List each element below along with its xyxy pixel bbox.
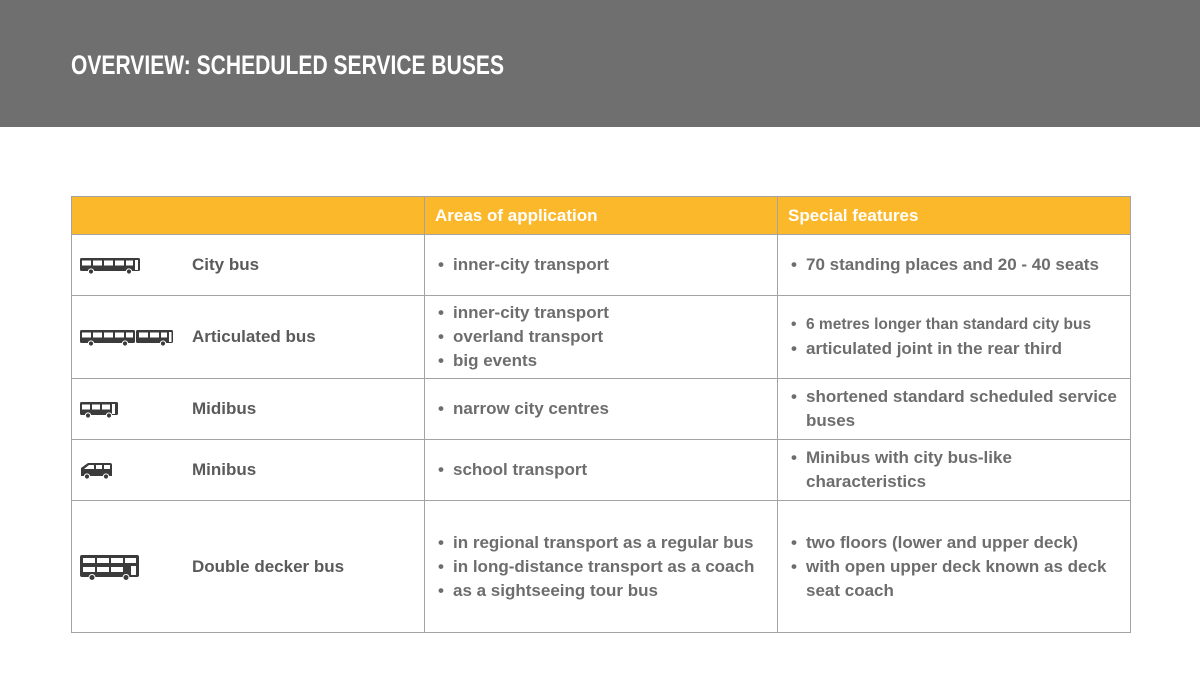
features-cell <box>778 379 1131 440</box>
city-bus-icon <box>79 255 141 275</box>
page-title: OVERVIEW: SCHEDULED SERVICE BUSES <box>71 50 504 80</box>
feature-item: • two floors (lower and upper deck) <box>791 531 1120 555</box>
midibus-icon <box>79 399 119 419</box>
areas-cell <box>425 235 778 296</box>
feature-item: • articulated joint in the rear third <box>791 337 1120 361</box>
area-item: • overland transport <box>438 325 767 349</box>
feature-item: • Minibus with city bus-like characteristics <box>791 446 1120 494</box>
areas-cell <box>425 379 778 440</box>
features-cell <box>778 440 1131 501</box>
bus-type-label: Midibus <box>192 399 257 418</box>
header-bar <box>0 0 1200 127</box>
table-row-double-decker-bus <box>72 501 1131 633</box>
area-item: • school transport <box>438 458 767 482</box>
bus-type-cell <box>72 501 425 633</box>
areas-cell <box>425 296 778 379</box>
table-row-midibus <box>72 379 1131 440</box>
bus-type-cell <box>72 296 425 379</box>
features-cell <box>778 235 1131 296</box>
bus-overview-table <box>71 196 1131 633</box>
area-item: • inner-city transport <box>438 301 767 325</box>
bus-type-cell <box>72 379 425 440</box>
bus-type-label: Minibus <box>192 460 257 479</box>
column-header-features: Special features <box>778 197 1131 235</box>
area-item: • in long-distance transport as a coach <box>438 555 767 579</box>
bus-type-label: Double decker bus <box>192 556 345 576</box>
bus-type-cell <box>72 235 425 296</box>
feature-item: • 70 standing places and 20 - 40 seats <box>791 253 1120 277</box>
feature-item: • shortened standard scheduled service buses <box>791 385 1120 433</box>
areas-cell <box>425 440 778 501</box>
features-cell <box>778 501 1131 633</box>
features-cell <box>778 296 1131 379</box>
feature-item: • 6 metres longer than standard city bus <box>791 313 1120 337</box>
table-row-city-bus <box>72 235 1131 296</box>
areas-cell <box>425 501 778 633</box>
area-item: • as a sightseeing tour bus <box>438 579 767 603</box>
area-item: • big events <box>438 349 767 373</box>
area-item: • narrow city centres <box>438 397 767 421</box>
area-item: • in regional transport as a regular bus <box>438 531 767 555</box>
table-row-minibus <box>72 440 1131 501</box>
area-item: • inner-city transport <box>438 253 767 277</box>
minibus-icon <box>79 460 113 480</box>
bus-type-label: Articulated bus <box>192 327 316 346</box>
bus-type-label: City bus <box>192 255 260 274</box>
bus-type-cell <box>72 440 425 501</box>
table-row-articulated-bus <box>72 296 1131 379</box>
column-header-areas: Areas of application <box>425 197 778 235</box>
table-header-row <box>72 197 1131 235</box>
double-decker-bus-icon <box>79 553 141 581</box>
column-header-type <box>72 197 425 235</box>
articulated-bus-icon <box>79 327 174 347</box>
feature-item: • with open upper deck known as deck seat coach <box>791 555 1120 603</box>
